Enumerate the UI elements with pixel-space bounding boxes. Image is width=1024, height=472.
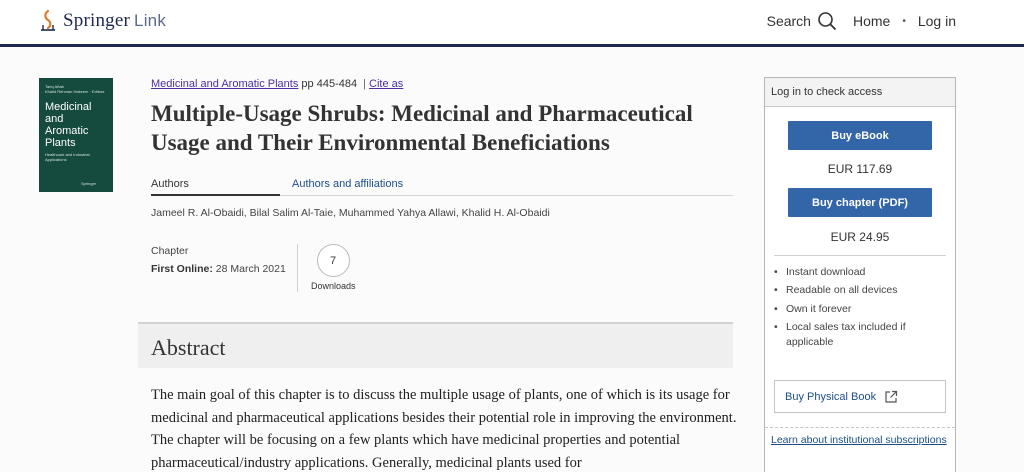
springer-logo-icon	[38, 9, 58, 33]
nav-separator: •	[902, 15, 906, 27]
logo-suffix: Link	[134, 11, 167, 30]
content-type: Chapter	[151, 245, 189, 257]
author-list: Jameel R. Al-Obaidi, Bilal Salim Al-Taie, Muhammed Yahya Allawi, Khalid H. Al-Obaidi	[151, 207, 550, 219]
sidebar-divider	[774, 255, 946, 256]
sidebar-heading: Log in to check access	[765, 78, 955, 107]
external-link-icon	[884, 390, 898, 404]
abstract-text: The main goal of this chapter is to discuss the multiple usage of plants, one of which is its usage for medicinal and pharmaceutical applications besides their potential role in improving the environment. The chapter will be focusing on a few plants which have medicinal properties and potential pharmaceutical/industry applications. Generally, medicinal plants used for	[151, 387, 737, 472]
buy-chapter-button[interactable]: Buy chapter (PDF)	[788, 188, 932, 217]
ebook-price: EUR 117.69	[827, 162, 893, 176]
meta-divider	[297, 244, 298, 292]
access-sidebar	[764, 77, 956, 472]
institutional-subscriptions-link[interactable]: Learn about institutional subscriptions	[771, 434, 947, 446]
chapter-meta	[151, 245, 286, 275]
list-item: • Readable on all devices	[773, 283, 943, 298]
site-header	[0, 0, 1024, 47]
abstract-heading: Abstract	[151, 335, 226, 360]
sidebar-dashed-divider	[765, 427, 955, 428]
author-tabs	[151, 176, 733, 196]
list-item: • Instant download	[773, 265, 943, 280]
downloads-count: 7	[317, 244, 350, 277]
search-icon	[817, 11, 837, 31]
buy-ebook-button[interactable]: Buy eBook	[788, 121, 932, 150]
cover-subtitle: Healthcare and Industrial Applications	[45, 152, 90, 162]
first-online	[151, 263, 286, 275]
cover-publisher: Springer	[81, 181, 97, 186]
list-item: • Local sales tax included if applicable	[773, 320, 943, 349]
first-online-label: First Online:	[151, 263, 213, 275]
breadcrumb-separator: |	[363, 78, 367, 90]
cover-title: Medicinal and Aromatic Plants	[45, 101, 92, 149]
chapter-title: Multiple-Usage Shrubs: Medicinal and Pharmaceutical Usage and Their Environmental Beneficiations	[151, 101, 693, 155]
breadcrumb	[151, 78, 403, 90]
first-online-date: 28 March 2021	[215, 263, 286, 275]
page-range: pp 445-484	[301, 78, 358, 90]
abstract-header[interactable]	[138, 322, 733, 368]
tab-authors[interactable]: Authors	[151, 178, 280, 196]
home-link[interactable]: Home	[852, 13, 891, 29]
tab-affiliations[interactable]: Authors and affiliations	[292, 178, 404, 190]
physical-book-label: Buy Physical Book	[785, 390, 877, 403]
login-link[interactable]: Log in	[917, 13, 956, 29]
purchase-features	[773, 265, 943, 353]
search-button[interactable]	[767, 11, 837, 31]
buy-physical-book-button[interactable]	[774, 380, 946, 413]
cite-as-link[interactable]: Cite as	[369, 78, 404, 90]
downloads-metric	[311, 244, 355, 291]
chapter-price: EUR 24.95	[830, 230, 890, 244]
logo-brand: Springer	[63, 10, 131, 31]
search-label: Search	[766, 13, 811, 29]
header-nav	[767, 11, 956, 31]
book-link[interactable]: Medicinal and Aromatic Plants	[151, 78, 299, 90]
book-cover[interactable]	[39, 78, 113, 192]
list-item: • Own it forever	[773, 302, 943, 317]
cover-editors: Tariq Aftab Khalid Rehman Hakeem · Editors	[45, 84, 105, 94]
downloads-label: Downloads	[311, 281, 356, 291]
springer-link-logo[interactable]	[38, 7, 166, 35]
